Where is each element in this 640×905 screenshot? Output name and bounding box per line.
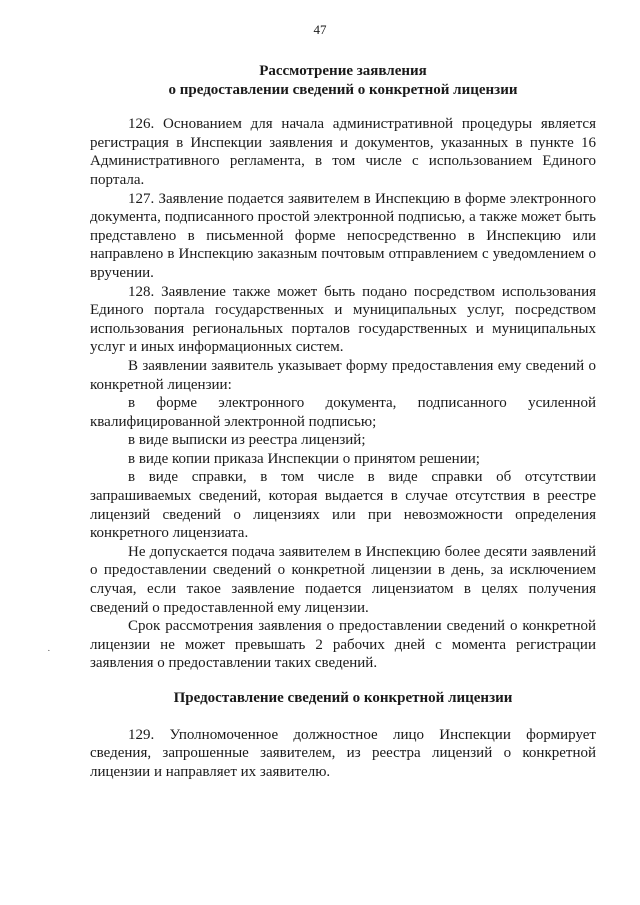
section-title-line-1: Рассмотрение заявления [259,63,427,79]
paragraph-129: 129. Уполномоченное должностное лицо Инспекции формирует сведения, запрошенные заявителем, из реестра лицензий о конкретной лицензии и направляет их заявителю. [90,726,596,780]
paragraph-128: 128. Заявление также может быть подано посредством использования Единого портала государственных и муниципальных услуг, посредством использования региональных порталов государственных и муниципальных услуг и иных информационных систем. [90,283,596,356]
list-item-certificate: в виде справки, в том числе в виде справки об отсутствии запрашиваемых сведений, которая выдается в случае отсутствия в реестре лицензий сведений о лицензиях или при невозможности определения конкретного лицензиата. [90,469,596,542]
list-item-order-copy: в виде копии приказа Инспекции о принятом решении; [128,450,480,467]
paragraph-126: 126. Основанием для начала административной процедуры является регистрация в Инспекции заявления и документов, указанных в пункте 16 Административного регламента, в том числе с использованием Единого портала. [90,116,596,188]
page-number: 47 [313,22,327,37]
section-title-2: Предоставление сведений о конкретной лицензии [173,690,513,706]
list-item-electronic: в форме электронного документа, подписанного усиленной квалифицированной электронной подписью; [90,395,596,430]
paragraph-term: Срок рассмотрения заявления о предоставлении сведений о конкретной лицензии не может превышать 2 рабочих дней с момента регистрации заявления о предоставлении таких сведений. [90,618,596,672]
paragraph-limit: Не допускается подача заявителем в Инспекцию более десяти заявлений о предоставлении сведений о конкретной лицензии в день, за исключением случая, если такое заявление подается лицензиатом в целях получения сведений о предоставленной ему лицензии. [90,543,596,616]
section-title-line-2: о предоставлении сведений о конкретной лицензии [168,81,518,98]
margin-mark: ˙ [47,648,51,660]
document-body [90,62,596,781]
list-item-extract: в виде выписки из реестра лицензий; [128,432,366,449]
paragraph-127: 127. Заявление подается заявителем в Инспекцию в форме электронного документа, подписанного простой электронной подписью, а также может быть представлено в письменной форме непосредственно в Инспекцию или направлено в Инспекцию заказным почтовым отправлением с уведомлением о вручении. [90,190,596,281]
paragraph-form-intro: В заявлении заявитель указывает форму предоставления ему сведений о конкретной лицензии: [90,357,596,393]
